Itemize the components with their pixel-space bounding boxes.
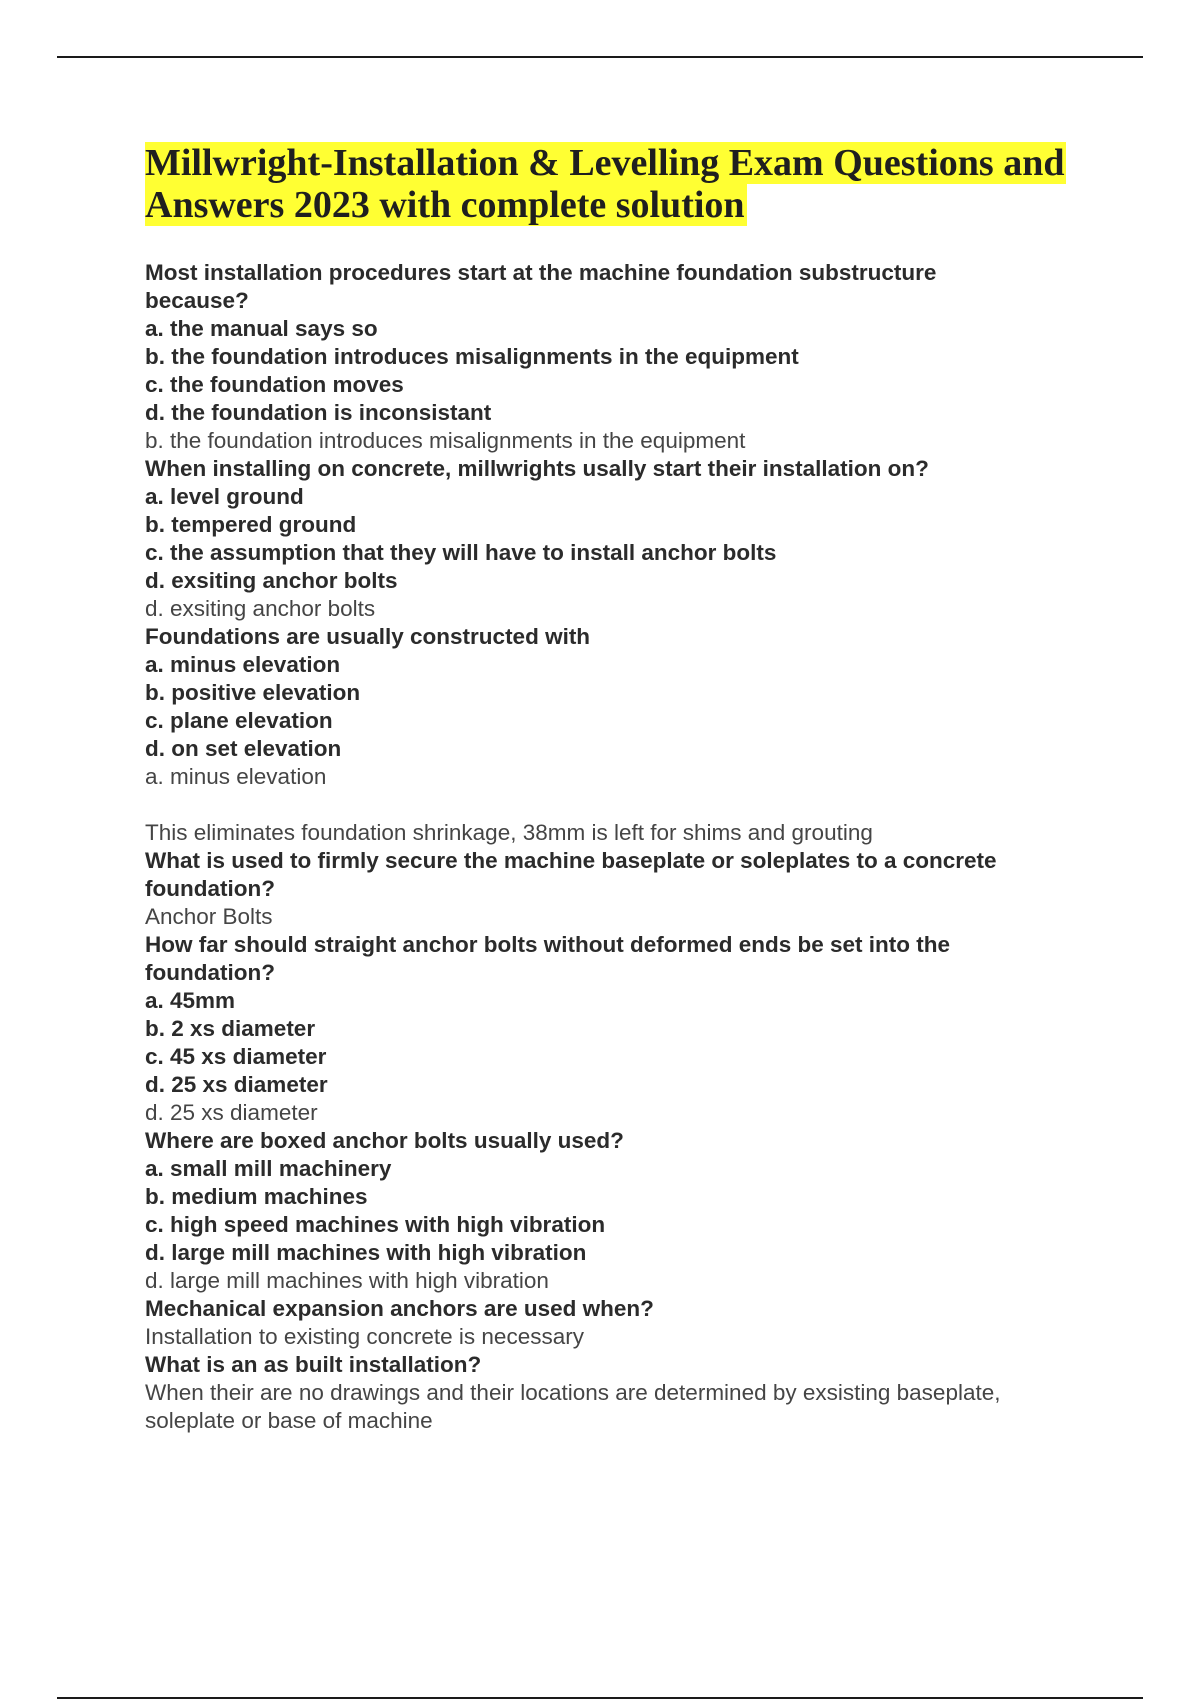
blank-line <box>145 791 1105 819</box>
question-3-option-a: a. minus elevation <box>145 652 341 677</box>
question-1-option-d: d. the foundation is inconsistant <box>145 400 492 425</box>
document-title <box>145 142 1085 226</box>
answer-3: a. minus elevation <box>145 764 327 789</box>
answer-6: d. large mill machines with high vibration <box>145 1268 549 1293</box>
question-8: What is an as built installation? <box>145 1352 482 1377</box>
question-1-line-1: Most installation procedures start at the machine foundation substructure <box>145 260 937 285</box>
question-3-option-b: b. positive elevation <box>145 680 361 705</box>
question-6: Where are boxed anchor bolts usually used? <box>145 1128 624 1153</box>
question-5-line-2: foundation? <box>145 960 275 985</box>
question-1-option-b: b. the foundation introduces misalignments in the equipment <box>145 344 799 369</box>
question-1-line-2: because? <box>145 288 249 313</box>
top-rule <box>57 56 1143 58</box>
question-2-option-a: a. level ground <box>145 484 304 509</box>
title-line-2: Answers 2023 with complete solution <box>145 184 745 226</box>
answer-5: d. 25 xs diameter <box>145 1100 318 1125</box>
answer-8-line-1: When their are no drawings and their locations are determined by exsisting baseplate, <box>145 1380 1001 1405</box>
question-5-option-c: c. 45 xs diameter <box>145 1044 327 1069</box>
qa-content <box>145 259 1105 1435</box>
answer-8-line-2: soleplate or base of machine <box>145 1408 433 1433</box>
title-line-1: Millwright-Installation & Levelling Exam Questions and <box>145 142 1065 184</box>
question-1-option-a: a. the manual says so <box>145 316 378 341</box>
question-5-line-1: How far should straight anchor bolts without deformed ends be set into the <box>145 932 951 957</box>
question-5-option-b: b. 2 xs diameter <box>145 1016 316 1041</box>
answer-2: d. exsiting anchor bolts <box>145 596 376 621</box>
question-3-option-d: d. on set elevation <box>145 736 342 761</box>
question-3-option-c: c. plane elevation <box>145 708 333 733</box>
question-6-option-b: b. medium machines <box>145 1184 368 1209</box>
answer-4: Anchor Bolts <box>145 904 273 929</box>
question-6-option-d: d. large mill machines with high vibration <box>145 1240 587 1265</box>
question-4-line-2: foundation? <box>145 876 275 901</box>
question-3: Foundations are usually constructed with <box>145 624 591 649</box>
question-2: When installing on concrete, millwrights usally start their installation on? <box>145 456 929 481</box>
question-6-option-a: a. small mill machinery <box>145 1156 392 1181</box>
question-5-option-d: d. 25 xs diameter <box>145 1072 328 1097</box>
question-2-option-b: b. tempered ground <box>145 512 357 537</box>
question-1-option-c: c. the foundation moves <box>145 372 404 397</box>
bottom-rule <box>57 1697 1143 1699</box>
question-7: Mechanical expansion anchors are used when? <box>145 1296 654 1321</box>
question-2-option-c: c. the assumption that they will have to install anchor bolts <box>145 540 777 565</box>
question-5-option-a: a. 45mm <box>145 988 236 1013</box>
question-4-line-1: What is used to firmly secure the machine baseplate or soleplates to a concrete <box>145 848 997 873</box>
question-2-option-d: d. exsiting anchor bolts <box>145 568 398 593</box>
answer-7: Installation to existing concrete is necessary <box>145 1324 584 1349</box>
answer-3-explanation: This eliminates foundation shrinkage, 38mm is left for shims and grouting <box>145 820 873 845</box>
question-6-option-c: c. high speed machines with high vibration <box>145 1212 606 1237</box>
answer-1: b. the foundation introduces misalignments in the equipment <box>145 428 746 453</box>
